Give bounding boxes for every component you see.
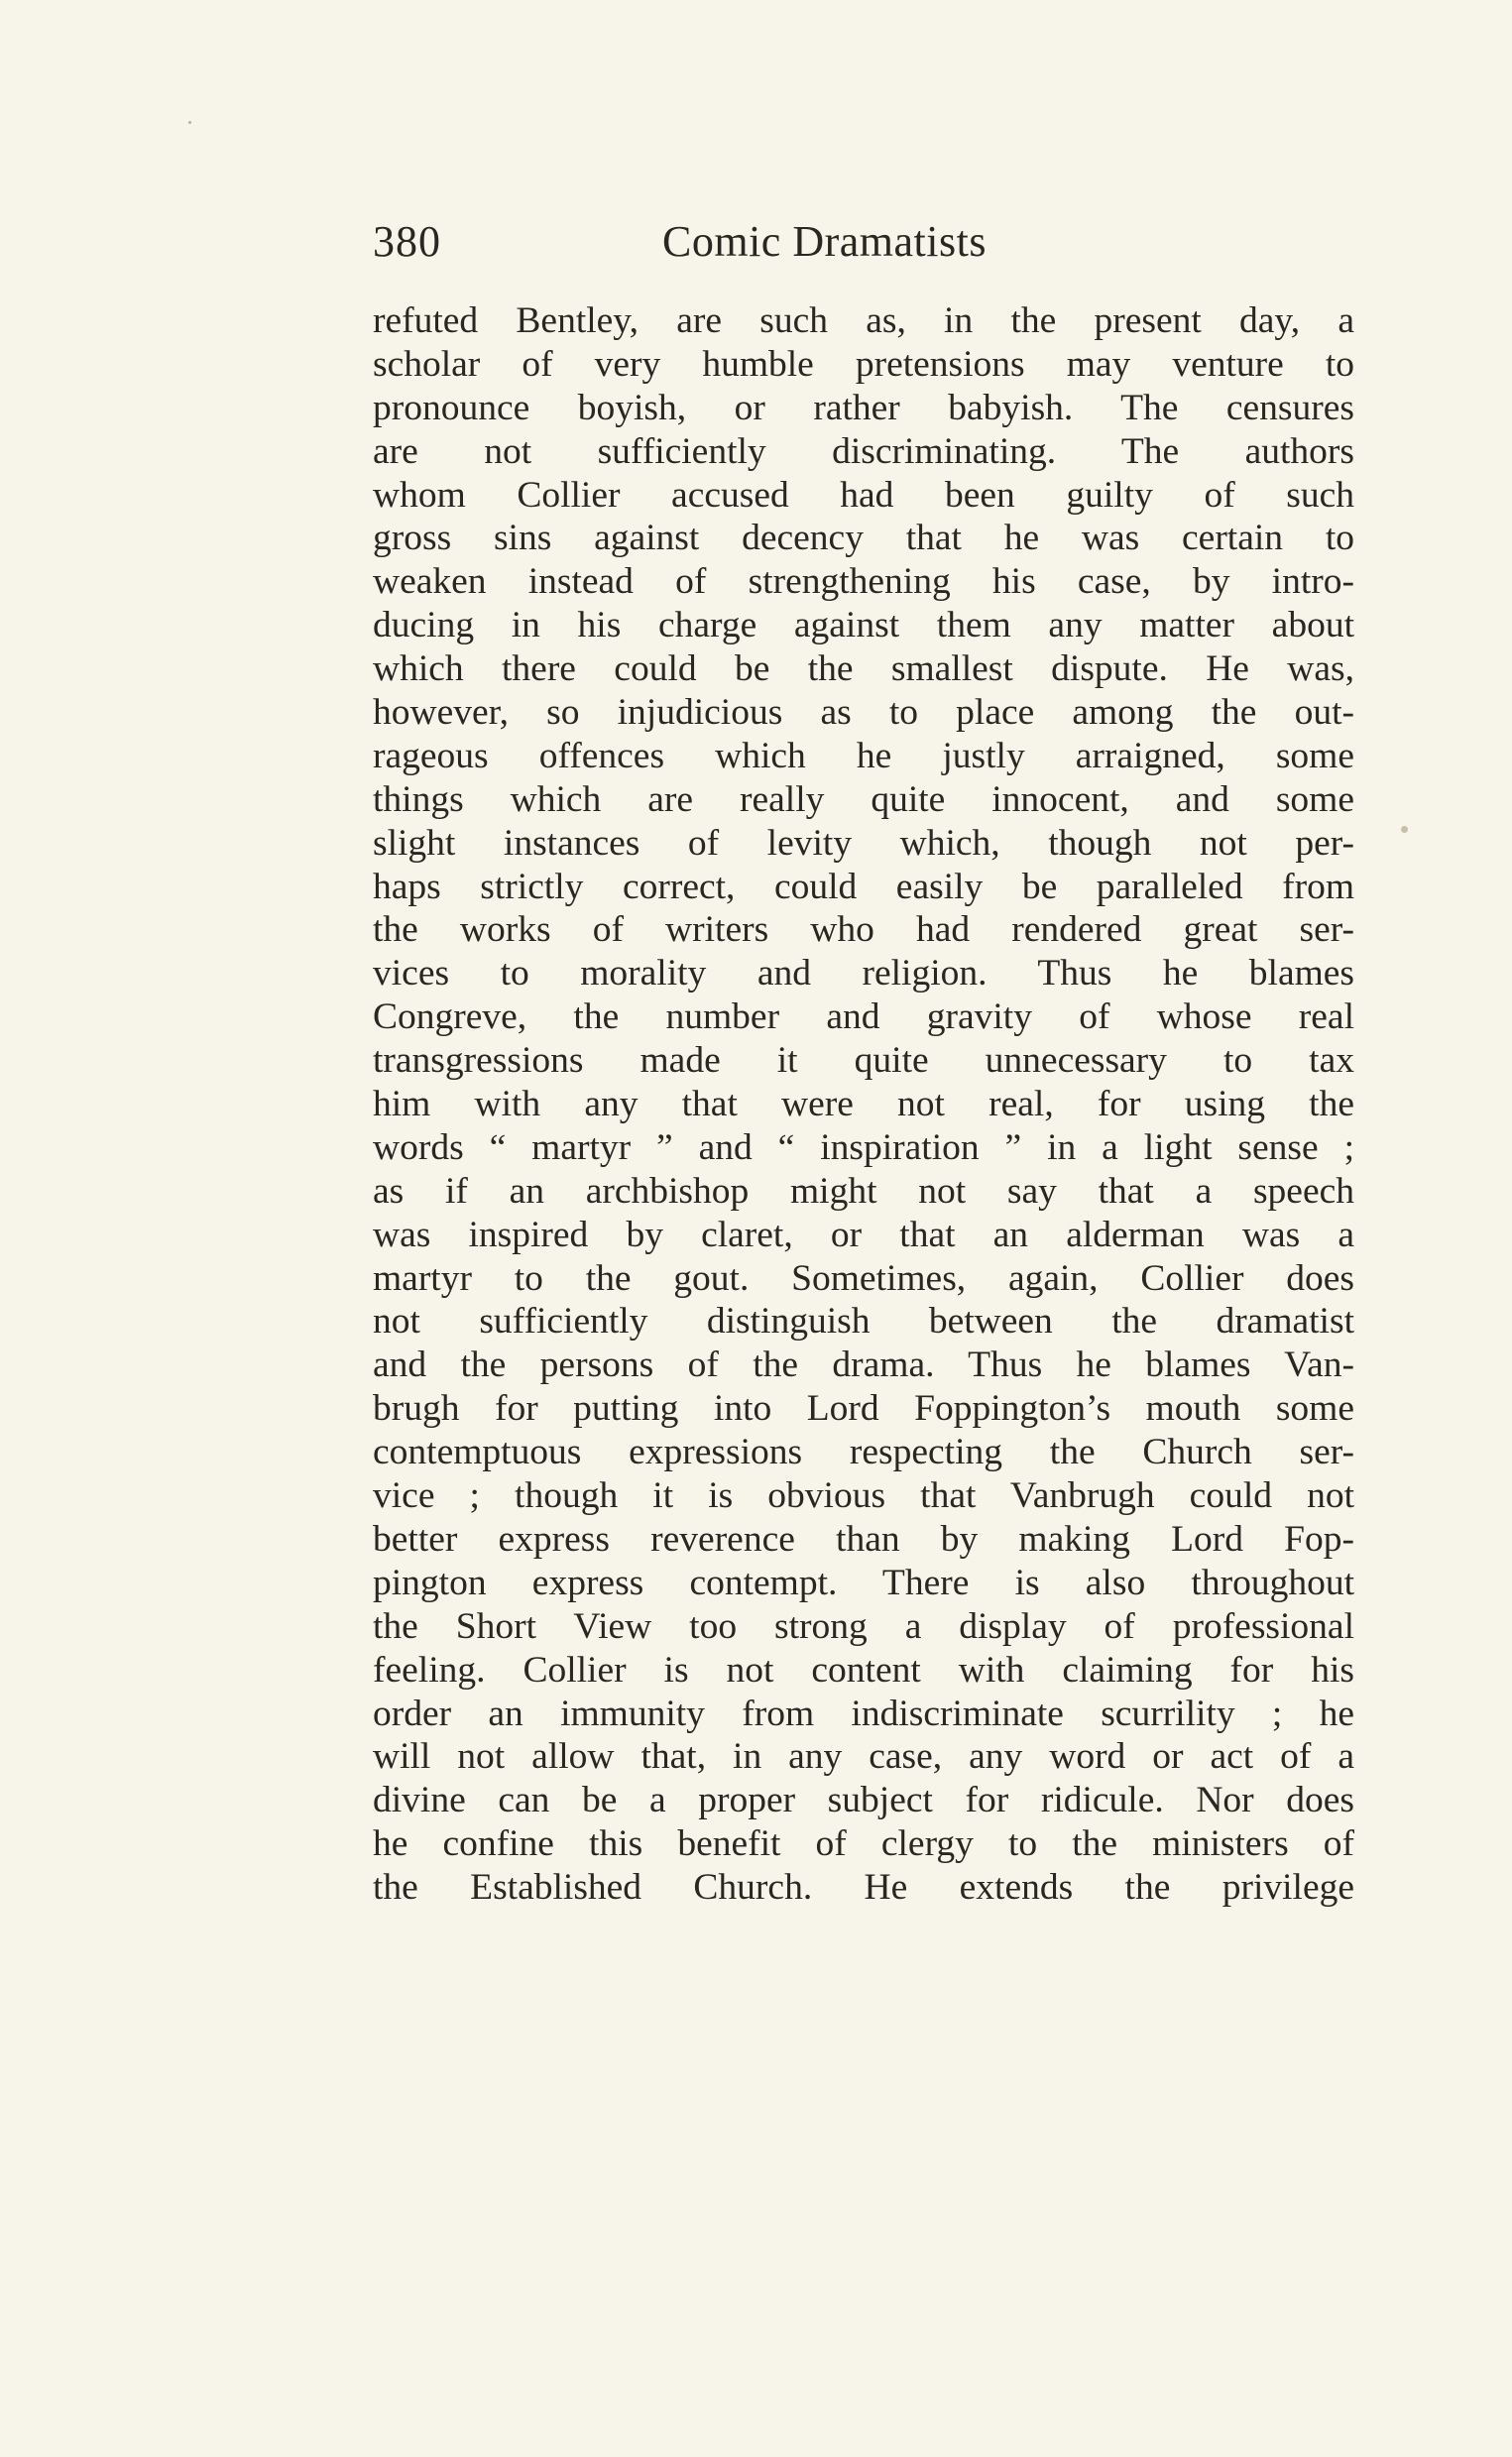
text-line: Congreve, the number and gravity of whose real bbox=[373, 996, 1354, 1038]
text-line: pronounce boyish, or rather babyish. The censures bbox=[373, 387, 1354, 428]
text-line: will not allow that, in any case, any word or act of a bbox=[373, 1736, 1354, 1778]
text-line: pington express contempt. There is also throughout bbox=[373, 1562, 1354, 1603]
text-line: which there could be the smallest dispute. He was, bbox=[373, 648, 1354, 690]
text-line: contemptuous expressions respecting the Church ser- bbox=[373, 1432, 1354, 1473]
text-line: as if an archbishop might not say that a speech bbox=[373, 1170, 1354, 1212]
body-text bbox=[373, 299, 1354, 1910]
text-line: not sufficiently distinguish between the dramatist bbox=[373, 1301, 1354, 1343]
text-line: weaken instead of strengthening his case, by intro- bbox=[373, 561, 1354, 603]
text-line: martyr to the gout. Sometimes, again, Collier does bbox=[373, 1257, 1354, 1299]
text-line: slight instances of levity which, though not per- bbox=[373, 822, 1354, 864]
text-line: was inspired by claret, or that an alderman was a bbox=[373, 1214, 1354, 1255]
text-line: things which are really quite innocent, and some bbox=[373, 778, 1354, 820]
text-line: ducing in his charge against them any matter about bbox=[373, 605, 1354, 646]
text-line: the works of writers who had rendered great ser- bbox=[373, 909, 1354, 951]
text-line: transgressions made it quite unnecessary to tax bbox=[373, 1040, 1354, 1082]
text-line: are not sufficiently discriminating. The authors bbox=[373, 430, 1354, 472]
text-line: the Short View too strong a display of professional bbox=[373, 1605, 1354, 1647]
text-line: feeling. Collier is not content with claiming for his bbox=[373, 1649, 1354, 1691]
text-line: the Established Church. He extends the privilege bbox=[373, 1867, 1354, 1909]
text-line: words “ martyr ” and “ inspiration ” in a light sense ; bbox=[373, 1126, 1354, 1168]
text-line: refuted Bentley, are such as, in the present day, a bbox=[373, 300, 1354, 341]
page-number: 380 bbox=[373, 217, 441, 266]
text-line: order an immunity from indiscriminate scurrility ; he bbox=[373, 1693, 1354, 1734]
running-head bbox=[373, 212, 1354, 272]
paper-speck bbox=[1401, 826, 1408, 833]
text-line: haps strictly correct, could easily be paralleled from bbox=[373, 866, 1354, 907]
text-line: him with any that were not real, for using the bbox=[373, 1084, 1354, 1125]
text-line: gross sins against decency that he was certain to bbox=[373, 518, 1354, 559]
text-line: however, so injudicious as to place among the out- bbox=[373, 692, 1354, 734]
text-line: and the persons of the drama. Thus he blames Van- bbox=[373, 1345, 1354, 1386]
text-line: he confine this benefit of clergy to the ministers of bbox=[373, 1823, 1354, 1865]
text-line: brugh for putting into Lord Foppington’s mouth some bbox=[373, 1388, 1354, 1430]
text-line: scholar of very humble pretensions may venture to bbox=[373, 343, 1354, 385]
running-title: Comic Dramatists bbox=[662, 217, 987, 266]
text-line: rageous offences which he justly arraigned, some bbox=[373, 735, 1354, 776]
paper-speck bbox=[188, 121, 191, 124]
text-line: vice ; though it is obvious that Vanbrugh could not bbox=[373, 1475, 1354, 1517]
text-line: vices to morality and religion. Thus he blames bbox=[373, 953, 1354, 994]
text-line: better express reverence than by making Lord Fop- bbox=[373, 1518, 1354, 1560]
text-line: divine can be a proper subject for ridicule. Nor does bbox=[373, 1780, 1354, 1821]
text-line: whom Collier accused had been guilty of such bbox=[373, 474, 1354, 516]
